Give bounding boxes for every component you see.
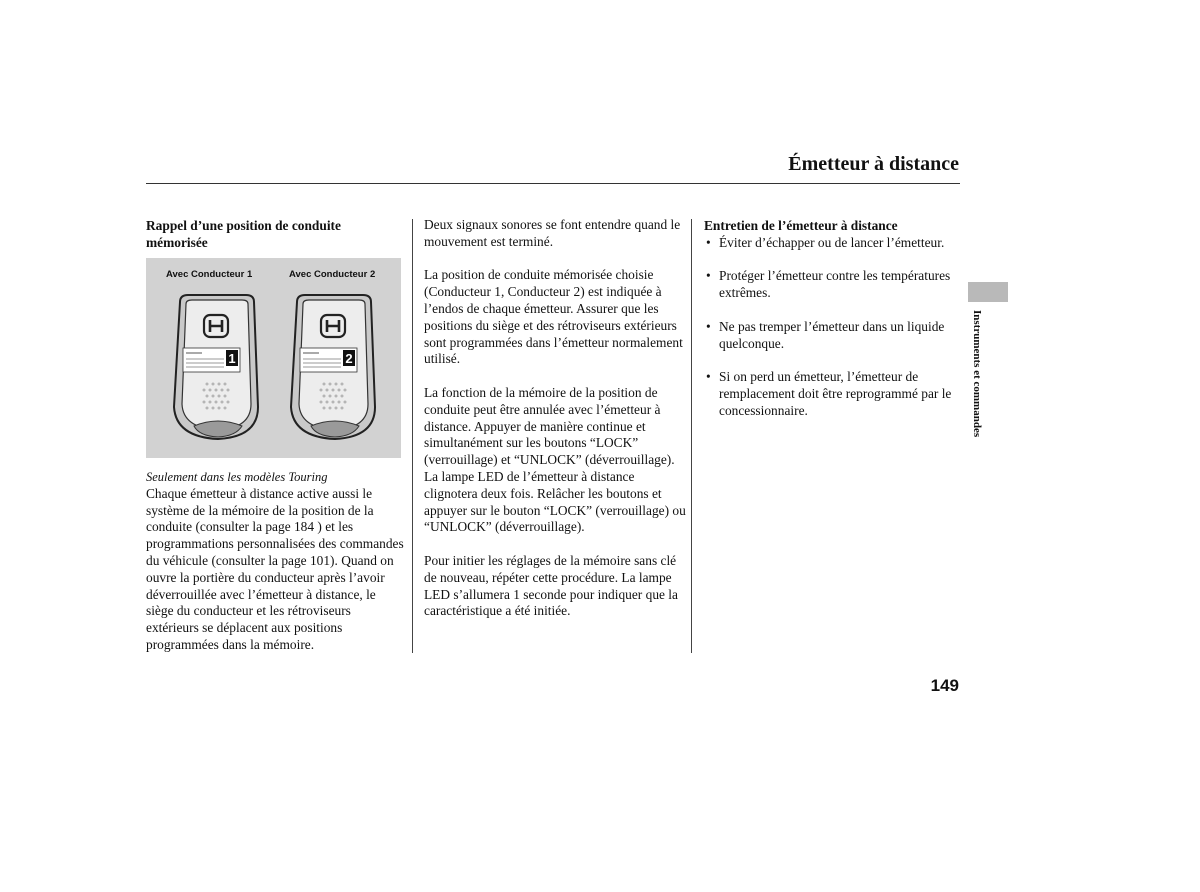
title-rule xyxy=(146,183,960,184)
section-label: Instruments et commandes xyxy=(971,310,983,438)
list-item: • Ne pas tremper l’émetteur dans un liquide quelconque. xyxy=(706,318,945,351)
bullet-icon: • xyxy=(706,318,711,334)
memory-label-2 xyxy=(300,348,357,372)
remote-illustration-driver-2 xyxy=(283,292,383,442)
care-list xyxy=(704,235,962,420)
figure-caption-driver-1: Avec Conducteur 1 xyxy=(166,269,253,280)
left-column xyxy=(146,218,404,252)
paragraph-cancel-function: La fonction de la mémoire de la position de conduite peut être annulée avec l’émetteur à distance. Appuyer de manière continue et simultanément sur les boutons “LOCK” (verrouillage) et “UNLOCK” (déverrouillage). La lampe LED de l’émetteur à distance clignotera deux fois. Relâcher les boutons et appuyer sur le bouton “LOCK” (verrouillage) ou “UNLOCK” (déverrouillage). xyxy=(424,384,686,535)
left-column-body xyxy=(146,469,406,654)
figure-caption-driver-2: Avec Conducteur 2 xyxy=(289,269,376,280)
bullet-icon: • xyxy=(706,369,711,385)
right-column xyxy=(704,218,962,436)
page-title: Émetteur à distance xyxy=(788,153,959,175)
list-item: • Protéger l’émetteur contre les températures extrêmes. xyxy=(706,268,951,301)
remote-illustration-driver-1 xyxy=(166,292,266,442)
driver-number-2: 2 xyxy=(345,351,353,366)
bullet-icon: • xyxy=(706,234,711,250)
driver-number-1: 1 xyxy=(228,351,236,366)
paragraph-reinitiate: Pour initier les réglages de la mémoire sans clé de nouveau, répéter cette procédure. La lampe LED s’allumera 1 seconde pour indiquer que la caractéristique a été initiée. xyxy=(424,552,678,619)
bullet-icon: • xyxy=(706,268,711,284)
section-heading-memory-recall: Rappel d’une position de conduite mémorisée xyxy=(146,218,341,250)
page-number: 149 xyxy=(930,676,959,695)
column-divider-1 xyxy=(412,219,413,653)
column-divider-2 xyxy=(691,219,692,653)
middle-column xyxy=(424,217,686,637)
memory-label-1 xyxy=(183,348,240,372)
list-item: • Éviter d’échapper ou de lancer l’émetteur. xyxy=(706,234,945,250)
section-heading-remote-care: Entretien de l’émetteur à distance xyxy=(704,218,898,233)
list-item: • Si on perd un émetteur, l’émetteur de remplacement doit être reprogrammé par le concessionnaire. xyxy=(706,369,952,418)
remote-figure xyxy=(146,258,401,458)
paragraph-position-indicated: La position de conduite mémorisée choisie (Conducteur 1, Conducteur 2) est indiquée à l’endos de chaque émetteur. Assurer que les positions du siège et des rétroviseurs extérieurs sont programmées dans l’émetteur normalement utilisé. xyxy=(424,267,683,367)
memory-system-paragraph: Chaque émetteur à distance active aussi le système de la mémoire de la position de la conduite (consulter la page 184 ) et les programmations personnalisées des commandes du véhicule (consulter la page 101). Quand on ouvre la portière du conducteur après l’avoir déverrouillée avec l’émetteur à distance, le siège du conducteur et les rétroviseurs extérieurs se déplacent aux positions programmées dans la mémoire. xyxy=(146,485,404,652)
section-tab xyxy=(968,282,1008,302)
paragraph-beeps: Deux signaux sonores se font entendre quand le mouvement est terminé. xyxy=(424,217,681,249)
model-note: Seulement dans les modèles Touring xyxy=(146,470,328,484)
